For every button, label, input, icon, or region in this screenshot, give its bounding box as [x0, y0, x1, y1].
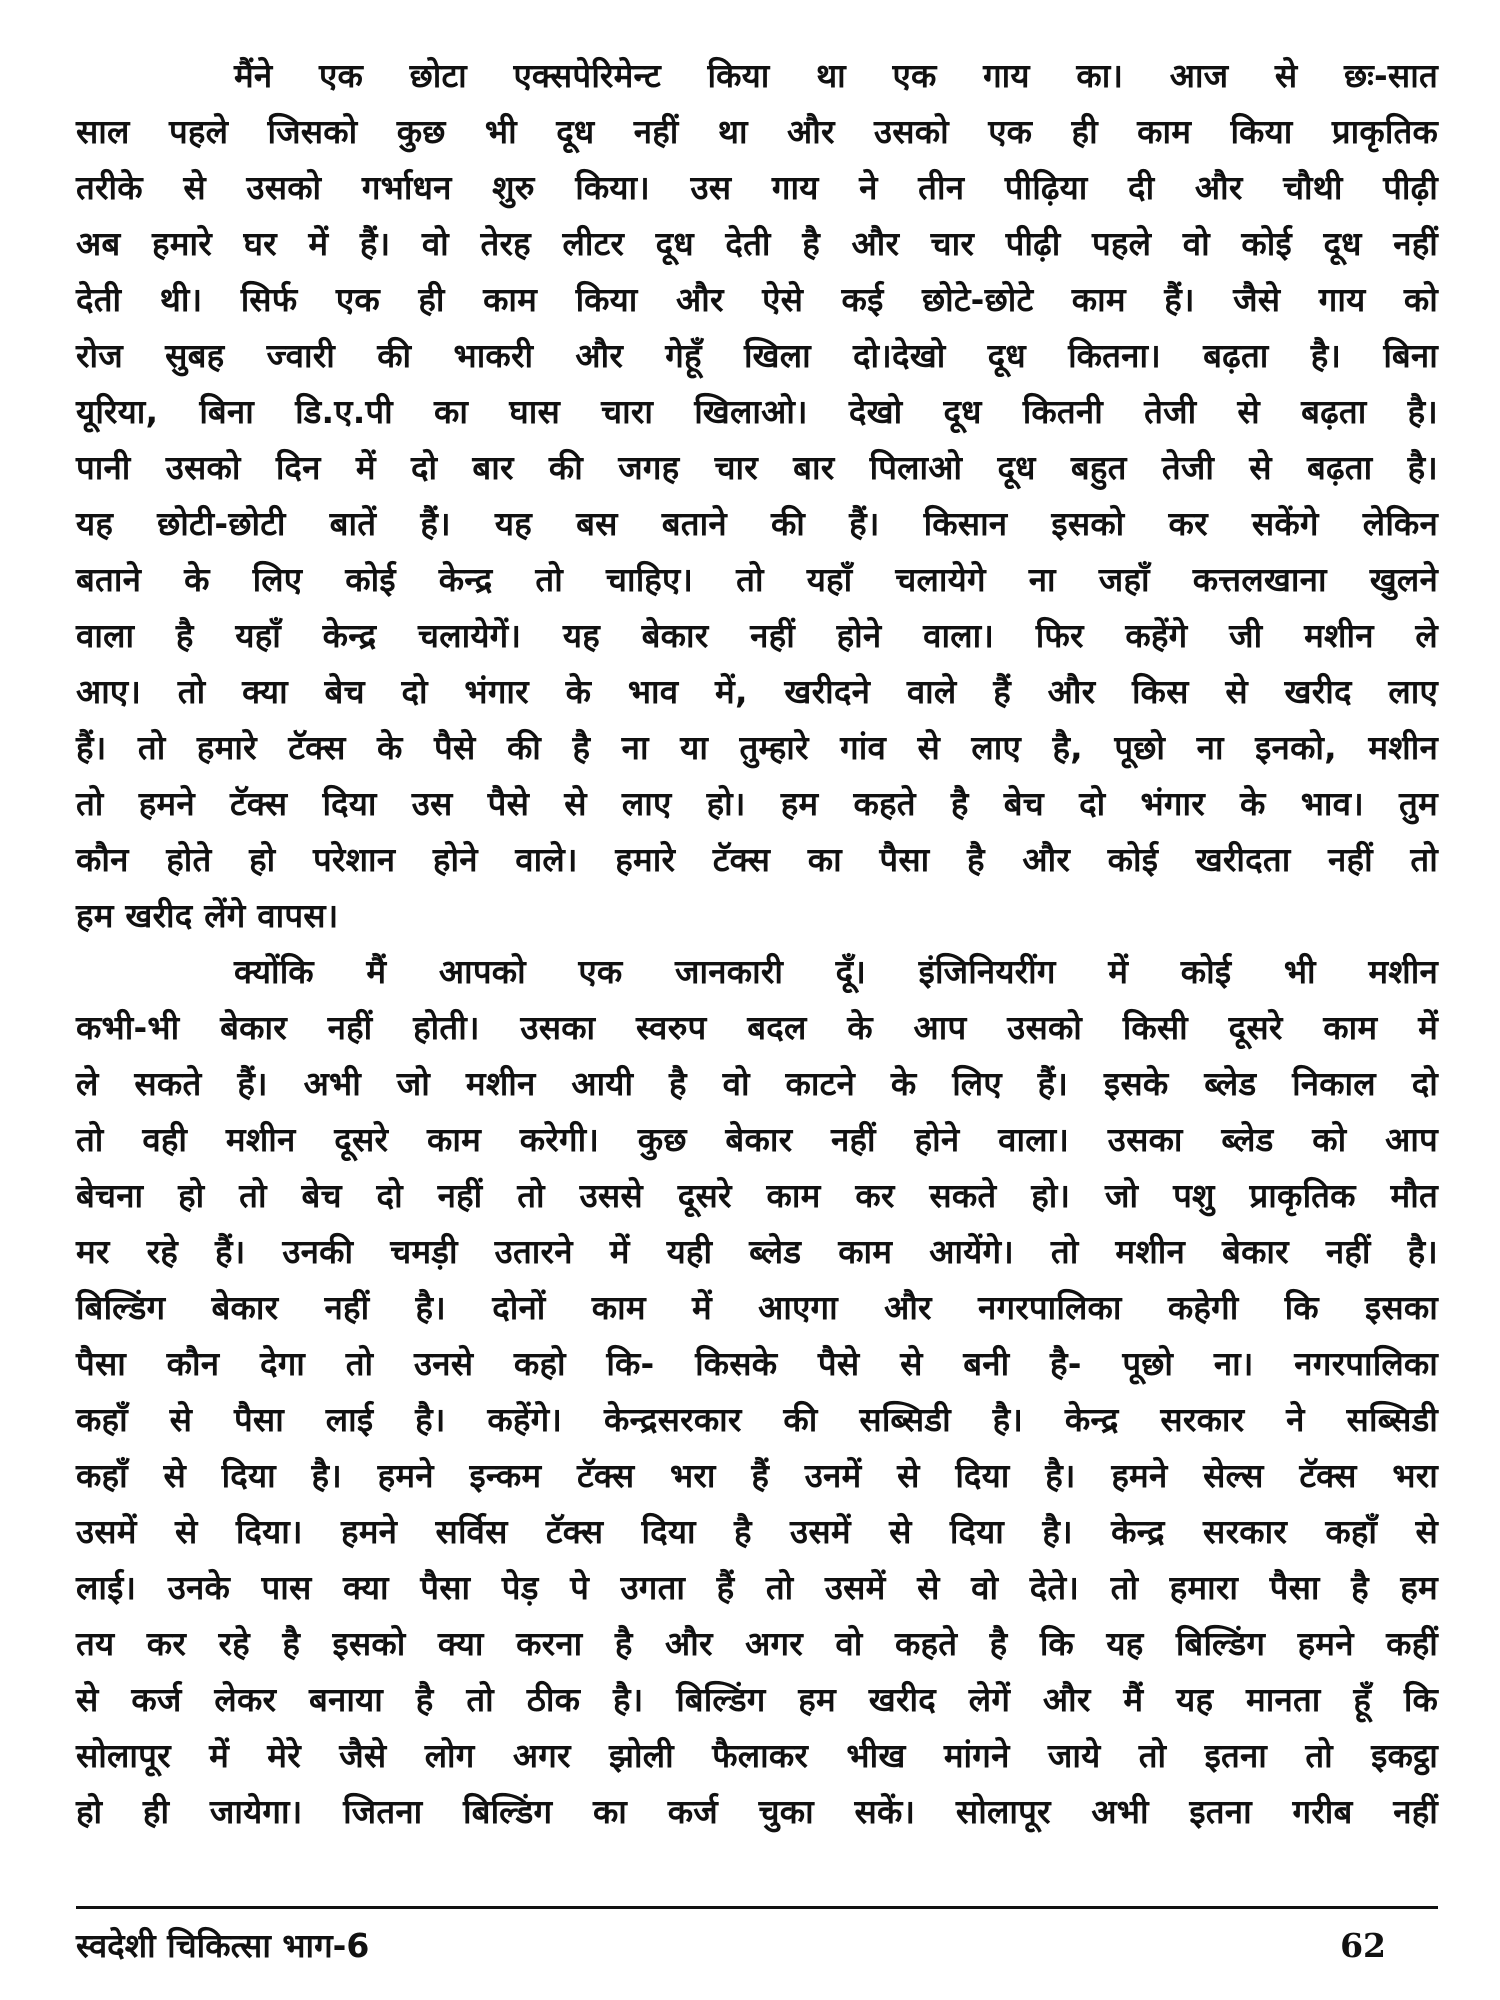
text-line: साल पहले जिसको कुछ भी दूध नहीं था और उसको एक ही काम किया प्राकृतिक [76, 112, 1438, 151]
text-line: वाला है यहाँ केन्द्र चलायेगें। यह बेकार नहीं होने वाला। फिर कहेंगे जी मशीन ले [76, 616, 1438, 655]
text-line: अब हमारे घर में हैं। वो तेरह लीटर दूध देती है और चार पीढ़ी पहले वो कोई दूध नहीं [76, 224, 1438, 263]
text-line: पैसा कौन देगा तो उनसे कहो कि- किसके पैसे से बनी है- पूछो ना। नगरपालिका [76, 1344, 1438, 1383]
text-line: लाई। उनके पास क्या पैसा पेड़ पे उगता हैं तो उसमें से वो देते। तो हमारा पैसा है हम [76, 1568, 1438, 1607]
text-line: कौन होते हो परेशान होने वाले। हमारे टॅक्स का पैसा है और कोई खरीदता नहीं तो [76, 840, 1438, 879]
text-line: यूरिया, बिना डि.ए.पी का घास चारा खिलाओ। देखो दूध कितनी तेजी से बढ़ता है। [76, 392, 1438, 431]
text-line: कहाँ से दिया है। हमने इन्कम टॅक्स भरा हैं उनमें से दिया है। हमने सेल्स टॅक्स भरा [76, 1456, 1438, 1495]
paragraph-1 [76, 48, 1438, 944]
text-line: हम खरीद लेंगे वापस। [76, 896, 339, 935]
paragraph-2 [76, 944, 1438, 1840]
text-line: क्योंकि मैं आपको एक जानकारी दूँ। इंजिनियरींग में कोई भी मशीन [234, 952, 1438, 991]
text-line: तरीके से उसको गर्भाधन शुरु किया। उस गाय ने तीन पीढ़िया दी और चौथी पीढ़ी [76, 168, 1438, 207]
text-line: देती थी। सिर्फ एक ही काम किया और ऐसे कई छोटे-छोटे काम हैं। जैसे गाय को [76, 280, 1438, 319]
text-line: तो वही मशीन दूसरे काम करेगी। कुछ बेकार नहीं होने वाला। उसका ब्लेड को आप [76, 1120, 1438, 1159]
page-number: 62 [1340, 1926, 1386, 1965]
text-line: तय कर रहे है इसको क्या करना है और अगर वो कहते है कि यह बिल्डिंग हमने कहीं [76, 1624, 1438, 1663]
text-line: तो हमने टॅक्स दिया उस पैसे से लाए हो। हम कहते है बेच दो भंगार के भाव। तुम [76, 784, 1438, 823]
text-line: हैं। तो हमारे टॅक्स के पैसे की है ना या तुम्हारे गांव से लाए है, पूछो ना इनको, मशीन [76, 728, 1438, 767]
text-line: यह छोटी-छोटी बातें हैं। यह बस बताने की हैं। किसान इसको कर सकेंगे लेकिन [76, 504, 1438, 543]
text-line: बेचना हो तो बेच दो नहीं तो उससे दूसरे काम कर सकते हो। जो पशु प्राकृतिक मौत [76, 1176, 1438, 1215]
text-line: ले सकते हैं। अभी जो मशीन आयी है वो काटने के लिए हैं। इसके ब्लेड निकाल दो [76, 1064, 1438, 1103]
text-line: कभी-भी बेकार नहीं होती। उसका स्वरुप बदल के आप उसको किसी दूसरे काम में [76, 1008, 1438, 1047]
text-line: कहाँ से पैसा लाई है। कहेंगे। केन्द्रसरकार की सब्सिडी है। केन्द्र सरकार ने सब्सिडी [76, 1400, 1438, 1439]
text-line: से कर्ज लेकर बनाया है तो ठीक है। बिल्डिंग हम खरीद लेगें और मैं यह मानता हूँ कि [76, 1680, 1438, 1719]
text-line: रोज सुबह ज्वारी की भाकरी और गेहूँ खिला दो।देखो दूध कितना। बढ़ता है। बिना [76, 336, 1438, 375]
text-line: सोलापूर में मेरे जैसे लोग अगर झोली फैलाकर भीख मांगने जाये तो इतना तो इकट्ठा [76, 1736, 1438, 1775]
body-text [76, 48, 1438, 1840]
text-line: हो ही जायेगा। जितना बिल्डिंग का कर्ज चुका सकें। सोलापूर अभी इतना गरीब नहीं [76, 1792, 1438, 1831]
text-line: मैंने एक छोटा एक्सपेरिमेन्ट किया था एक गाय का। आज से छः-सात [234, 56, 1438, 95]
page-footer [76, 1918, 1438, 1974]
text-line: पानी उसको दिन में दो बार की जगह चार बार पिलाओ दूध बहुत तेजी से बढ़ता है। [76, 448, 1438, 487]
text-line: मर रहे हैं। उनकी चमड़ी उतारने में यही ब्लेड काम आयेंगे। तो मशीन बेकार नहीं है। [76, 1232, 1438, 1271]
text-line: आए। तो क्या बेच दो भंगार के भाव में, खरीदने वाले हैं और किस से खरीद लाए [76, 672, 1438, 711]
text-line: उसमें से दिया। हमने सर्विस टॅक्स दिया है उसमें से दिया है। केन्द्र सरकार कहाँ से [76, 1512, 1438, 1551]
footer-book-title: स्वदेशी चिकित्सा भाग-6 [76, 1926, 370, 1965]
text-line: बताने के लिए कोई केन्द्र तो चाहिए। तो यहाँ चलायेगे ना जहाँ कत्तलखाना खुलने [76, 560, 1438, 599]
footer-divider [76, 1906, 1438, 1909]
text-line: बिल्डिंग बेकार नहीं है। दोनों काम में आएगा और नगरपालिका कहेगी कि इसका [76, 1288, 1438, 1327]
